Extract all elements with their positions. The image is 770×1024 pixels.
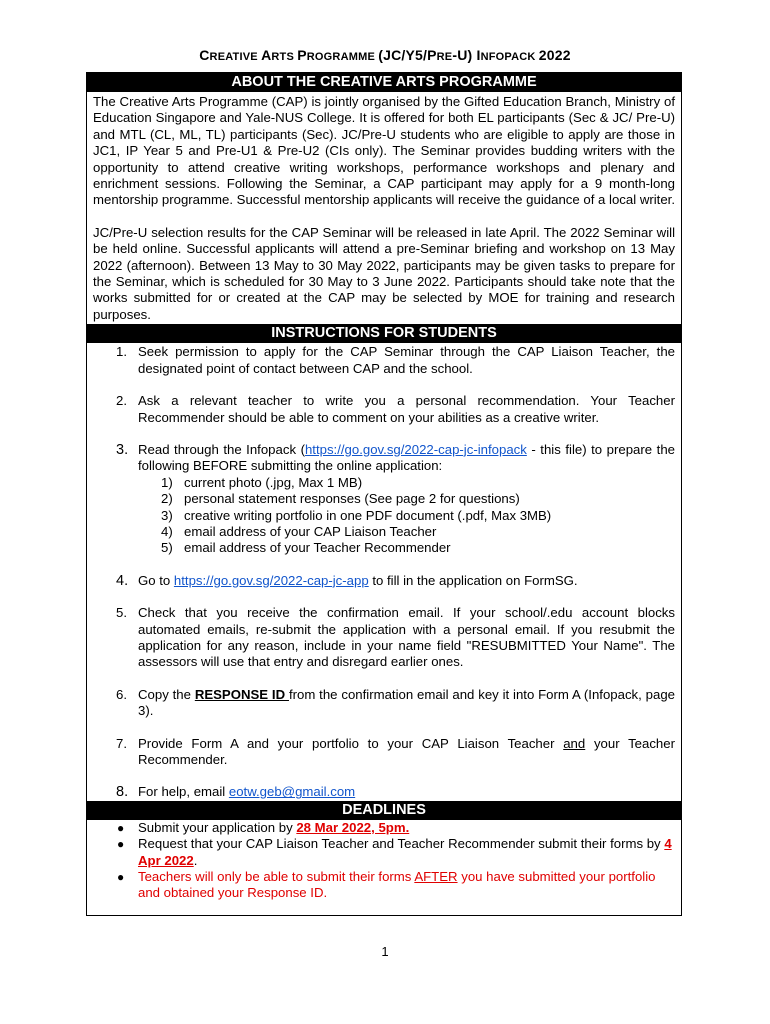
- bullet-icon: ●: [117, 820, 125, 835]
- prepare-item: 5) email address of your Teacher Recommender: [161, 540, 451, 556]
- deadline-item-note: ● Teachers will only be able to submit their forms AFTER you have submitted your portfolio and obtained your Response ID.: [117, 869, 656, 901]
- infopack-box: [86, 72, 682, 916]
- about-paragraph-2: JC/Pre-U selection results for the CAP Seminar will be released in late April. The 2022 Seminar will be held online. Successful applicants will attend a pre-Seminar briefing and workshop on 13 May 2022 (afternoon). Between 13 May to 30 May 2022, participants may be given tasks to prepare for the Seminar, which is scheduled for 30 May to 3 June 2022. Participants should take note that the works submitted for or created at the CAP may be selected by MOE for training and research purposes.: [93, 224, 675, 322]
- deadlines-heading: DEADLINES: [87, 801, 681, 820]
- infopack-link[interactable]: https://go.gov.sg/2022-cap-jc-infopack: [304, 441, 527, 457]
- step-1: 1. Seek permission to apply for the CAP Seminar through the CAP Liaison Teacher, the designated point of contact between CAP and the school.: [116, 344, 675, 376]
- step-6: 6. Copy the RESPONSE ID from the confirmation email and key it into Form A (Infopack, page 3).: [116, 686, 675, 719]
- prepare-list: [138, 475, 675, 557]
- prepare-item: 1) current photo (.jpg, Max 1 MB): [161, 474, 363, 490]
- step-5: 5. Check that you receive the confirmation email. If your school/.edu account blocks automated emails, re-submit the application with a personal email. If you resubmit the application for any reason, include in your name field "RESUBMITTED Your Name". The assessors will use that entry and disregard earlier ones.: [116, 605, 675, 670]
- bullet-icon: ●: [117, 837, 125, 852]
- prepare-item: 2) personal statement responses (See page 2 for questions): [161, 491, 520, 507]
- prepare-item: 3) creative writing portfolio in one PDF document (.pdf, Max 3MB): [161, 507, 552, 523]
- prepare-item: 4) email address of your CAP Liaison Teacher: [161, 523, 437, 539]
- application-link[interactable]: https://go.gov.sg/2022-cap-jc-app: [173, 572, 369, 588]
- instructions-list: [87, 344, 681, 801]
- step-8: 8. For help, email eotw.geb@gmail.com: [116, 784, 356, 801]
- about-heading: ABOUT THE CREATIVE ARTS PROGRAMME: [87, 73, 681, 92]
- about-paragraph-1: The Creative Arts Programme (CAP) is jointly organised by the Gifted Education Branch, Ministry of Education Singapore and Yale-NUS College. It is offered for both EL participants (Sec & JC/ Pre-U) and MTL (CL, ML, TL) participants (Sec). JC/Pre-U students who are eligible to apply are those in JC1, IP Year 5 and Pre-U1 & Pre-U2 (CIs only). The Seminar provides budding writers with the opportunity to attend creative writing workshops, performance workshops and plenary and enrichment sessions. Following the Seminar, a CAP participant may apply for a 9 month-long mentorship programme. Successful mentorship applicants will receive the guidance of a local writer.: [93, 94, 675, 208]
- step-2: 2. Ask a relevant teacher to write you a personal recommendation. Your Teacher Recommender should be able to comment on your abilities as a creative writer.: [116, 393, 675, 425]
- deadline-item-application: ● Submit your application by 28 Mar 2022, 5pm.: [117, 819, 410, 835]
- response-id-label: RESPONSE ID: [194, 686, 289, 702]
- step-4: 4. Go to https://go.gov.sg/2022-cap-jc-app to fill in the application on FormSG.: [116, 572, 578, 589]
- deadline-item-forms: ● Request that your CAP Liaison Teacher and Teacher Recommender submit their forms by 4 Apr 2022.: [117, 836, 672, 868]
- step-3: 3. Read through the Infopack (https://go.gov.sg/2022-cap-jc-infopack - this file) to prepare the following BEFORE submitting the online application: 1) current photo (.jpg, Max 1 MB) 2) personal statement responses (See page 2 for questions) 3) creative writing portfolio in one PDF document (.pdf, Max 3MB) 4) email address of your CAP Liaison Teacher 5) email address of your Teacher Recommender: [116, 441, 675, 556]
- instructions-heading: INSTRUCTIONS FOR STUDENTS: [87, 324, 681, 343]
- help-email-link[interactable]: eotw.geb@gmail.com: [228, 784, 356, 800]
- step-7: 7. Provide Form A and your portfolio to your CAP Liaison Teacher and your Teacher Recommender.: [116, 735, 675, 767]
- bullet-icon: ●: [117, 870, 125, 885]
- page-title: CREATIVE ARTS PROGRAMME (JC/Y5/PRE-U) INFOPACK 2022: [199, 47, 571, 63]
- page-number: 1: [381, 944, 389, 959]
- deadlines-list: [87, 820, 681, 902]
